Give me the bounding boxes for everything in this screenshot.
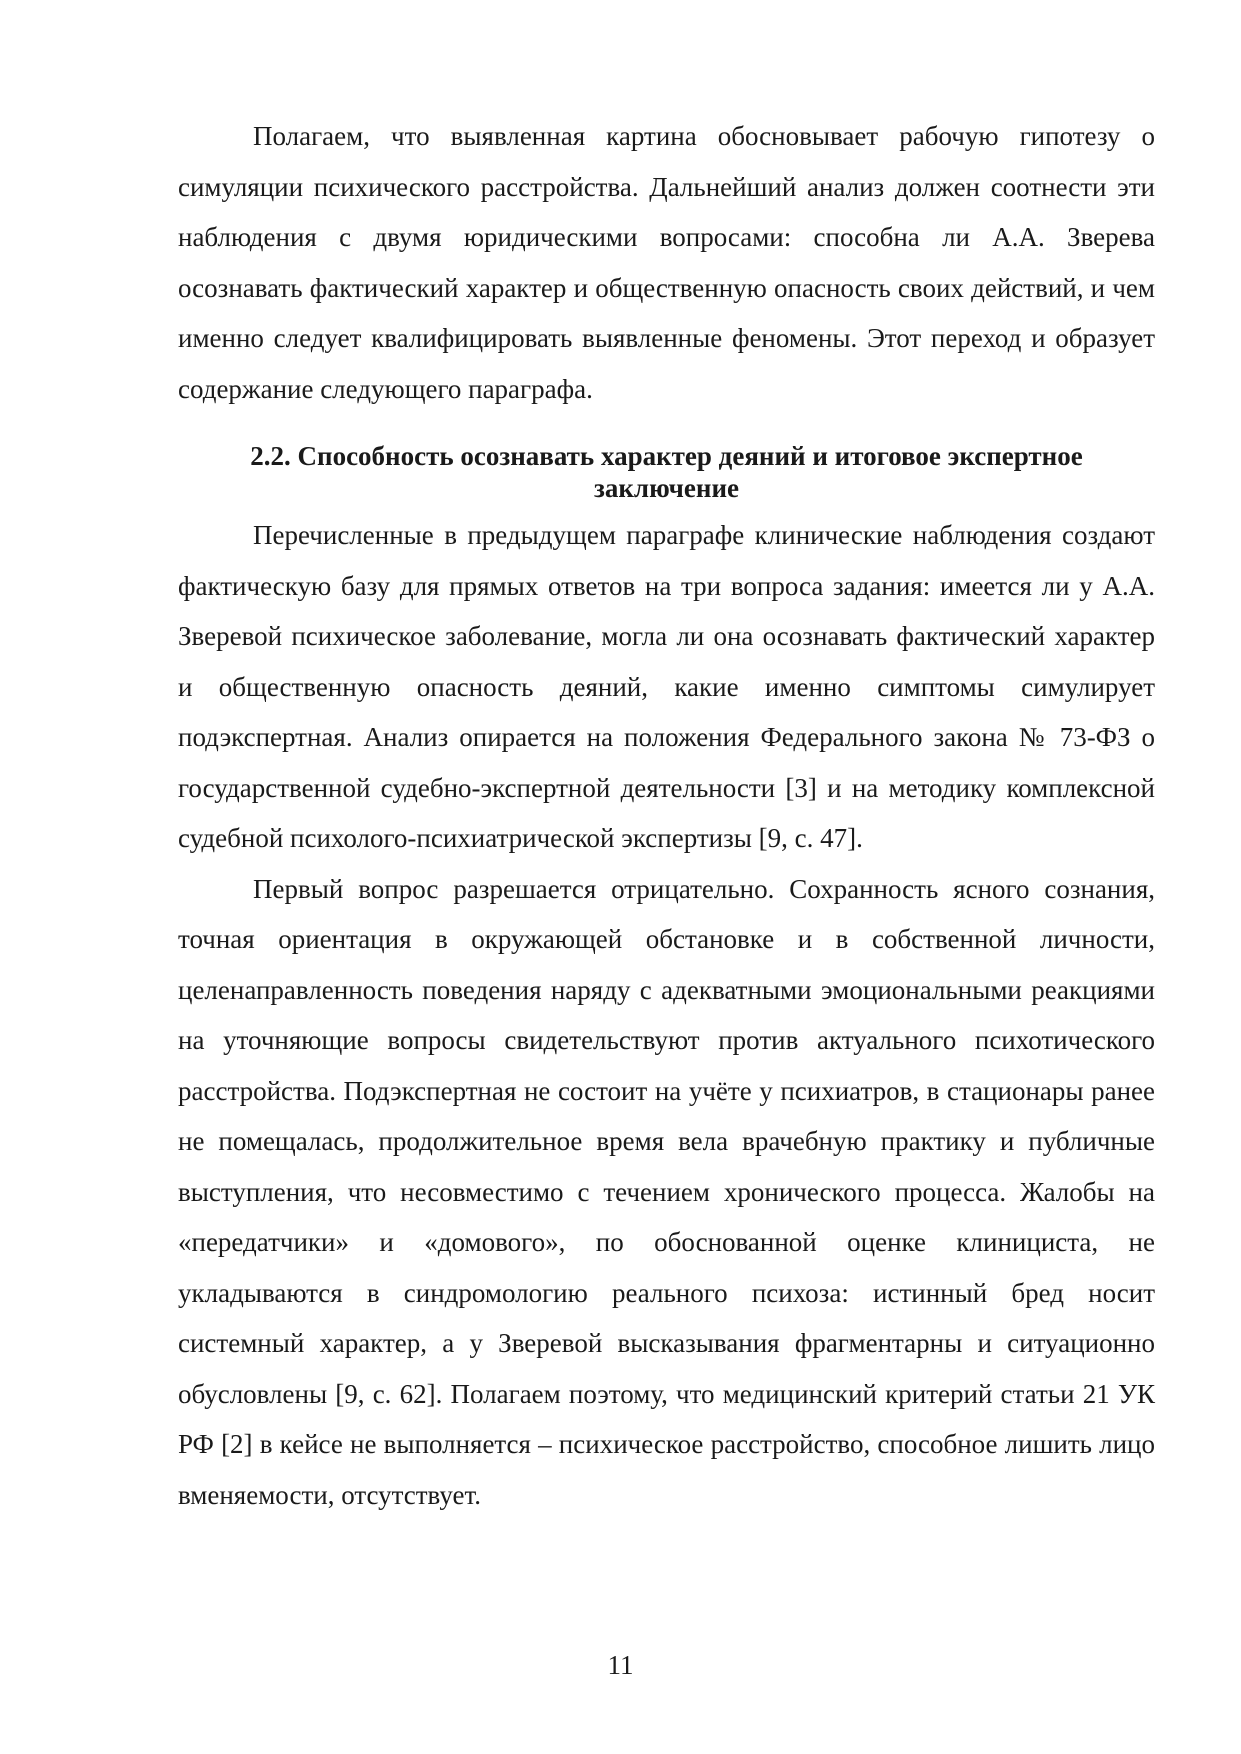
page-content	[178, 111, 1155, 1520]
section-heading	[178, 440, 1155, 504]
section-heading-line-1: 2.2. Способность осознавать характер деяний и итоговое экспертное	[250, 441, 1083, 471]
page-number: 11	[607, 1650, 634, 1680]
paragraph-clinical-basis: Перечисленные в предыдущем параграфе клинические наблюдения создают фактическую базу для прямых ответов на три вопроса задания: имеется ли у А.А. Зверевой психическое заболевание, могла ли она осознавать фактический характер и общественную опасность деяний, какие именно симптомы симулирует подэкспертная. Анализ опирается на положения Федерального закона № 73-ФЗ о государственной судебно-экспертной деятельности [3] и на методику комплексной судебной психолого-психиатрической экспертизы [9, с. 47].	[178, 520, 1155, 853]
section-heading-line-2: заключение	[594, 473, 739, 503]
paragraph-intro: Полагаем, что выявленная картина обосновывает рабочую гипотезу о симуляции психического расстройства. Дальнейший анализ должен соотнести эти наблюдения с двумя юридическими вопросами: способна ли А.А. Зверева осознавать фактический характер и общественную опасность своих действий, и чем именно следует квалифицировать выявленные феномены. Этот переход и образует содержание следующего параграфа.	[178, 121, 1155, 404]
paragraph-first-question: Первый вопрос разрешается отрицательно. Сохранность ясного сознания, точная ориентация в окружающей обстановке и в собственной личности, целенаправленность поведения наряду с адекватными эмоциональными реакциями на уточняющие вопросы свидетельствуют против актуального психотического расстройства. Подэкспертная не состоит на учёте у психиатров, в стационары ранее не помещалась, продолжительное время вела врачебную практику и публичные выступления, что несовместимо с течением хронического процесса. Жалобы на «передатчики» и «домового», по обоснованной оценке клинициста, не укладываются в синдромологию реального психоза: истинный бред носит системный характер, а у Зверевой высказывания фрагментарны и ситуационно обусловлены [9, с. 62]. Полагаем поэтому, что медицинский критерий статьи 21 УК РФ [2] в кейсе не выполняется – психическое расстройство, способное лишить лицо вменяемости, отсутствует.	[178, 873, 1155, 1510]
